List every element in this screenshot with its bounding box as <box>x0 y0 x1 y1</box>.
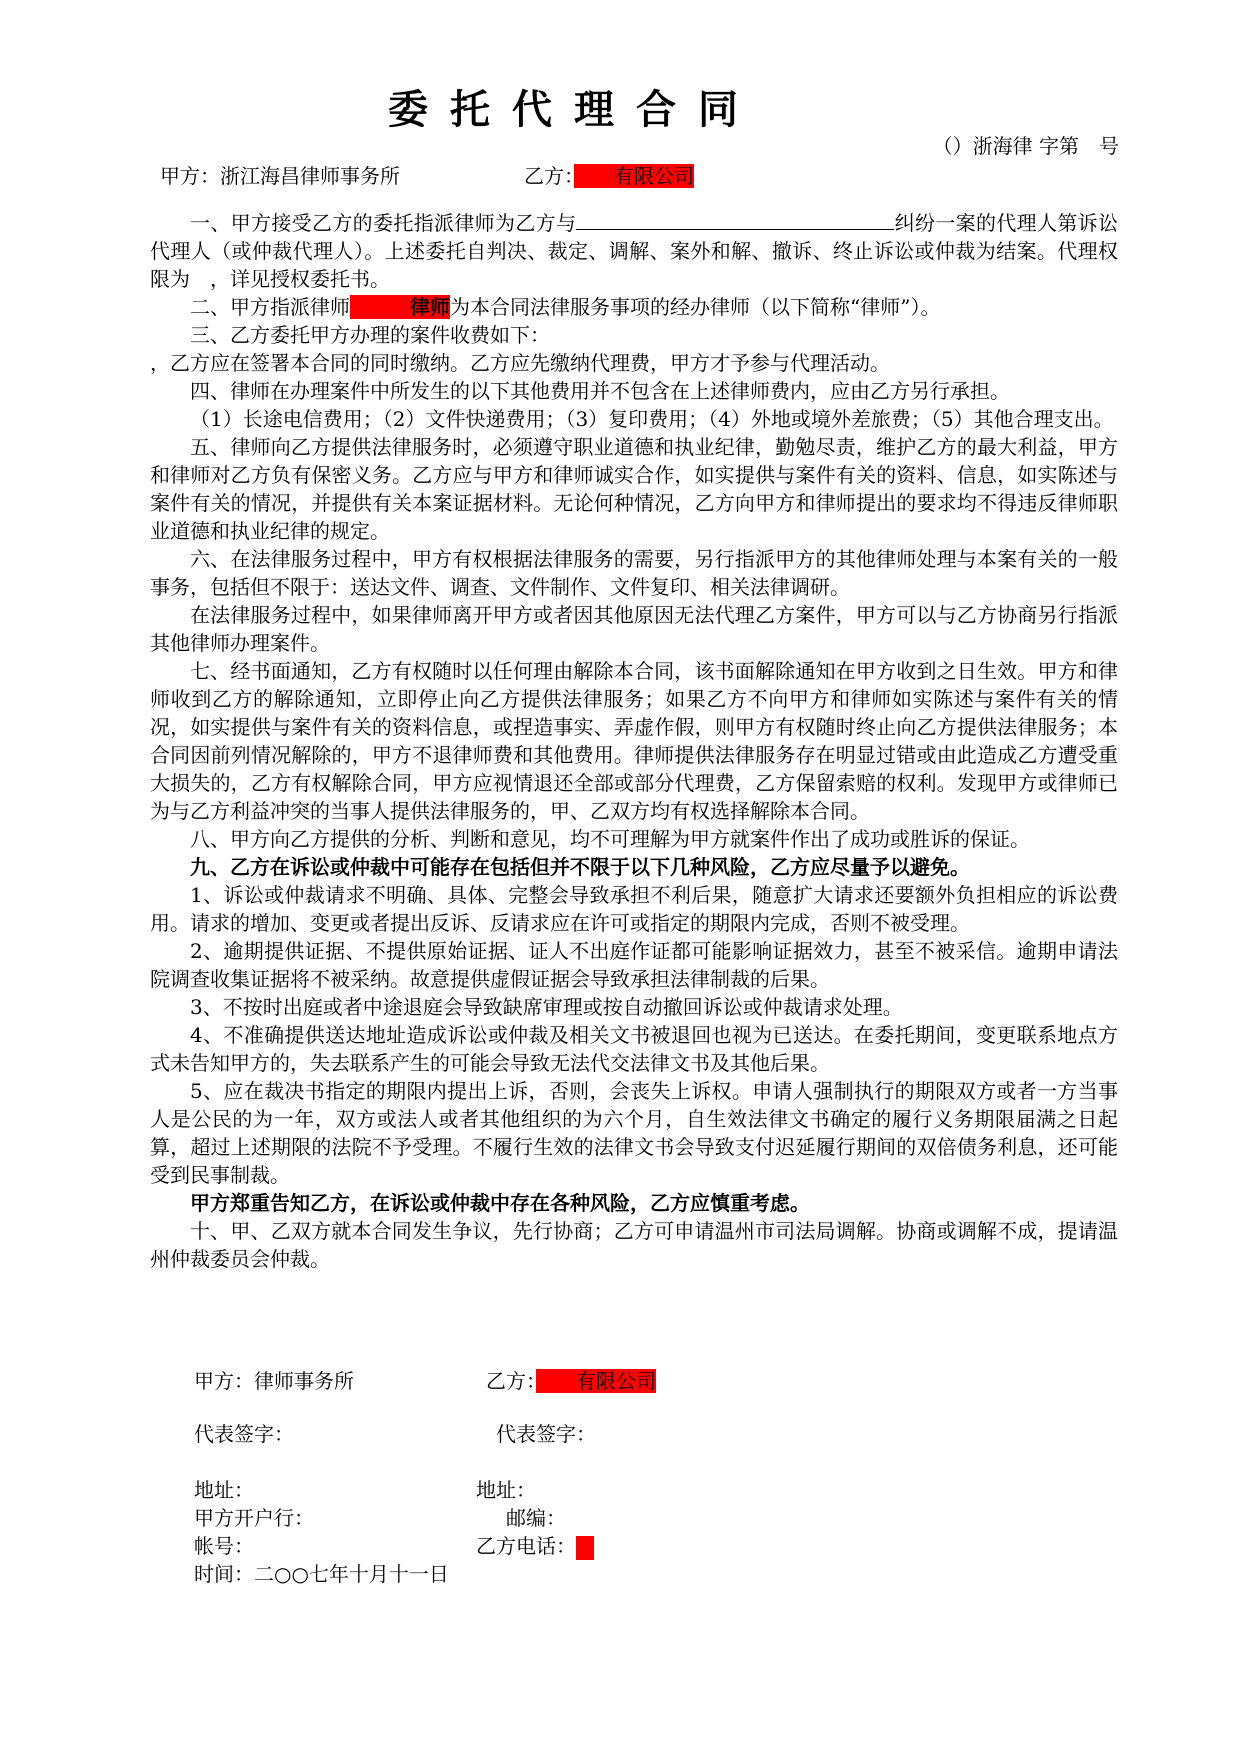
clause-3-payment: ，乙方应在签署本合同的同时缴纳。乙方应先缴纳代理费，甲方才予参与代理活动。 <box>150 351 890 375</box>
address-a: 地址： <box>194 1478 254 1502</box>
address-b: 地址： <box>476 1478 536 1502</box>
clause-4: 四、律师在办理案件中所发生的以下其他费用并不包含在上述律师费内，应由乙方另行承担。 <box>190 379 1010 403</box>
redacted-company-name: 有限公司 <box>574 164 694 188</box>
rep-signature-a: 代表签字： <box>194 1422 294 1446</box>
clause-3: 三、乙方委托甲方办理的案件收费如下： <box>190 323 550 347</box>
contract-date: 时间：二○○七年十月十一日 <box>194 1562 449 1586</box>
clause-2-end: 为本合同法律服务事项的经办律师（以下简称“律师”）。 <box>450 295 941 319</box>
risk-warning: 甲方郑重告知乙方，在诉讼或仲裁中存在各种风险，乙方应慎重考虑。 <box>190 1191 810 1215</box>
rep-signature-b: 代表签字： <box>496 1422 596 1446</box>
blank-underline <box>576 209 894 230</box>
header-party-a: 甲方：浙江海昌律师事务所 <box>160 164 400 188</box>
clause-2-start: 二、甲方指派律师 <box>190 295 350 319</box>
phone-b <box>476 1530 594 1560</box>
sign-party-b-label: 乙方： <box>486 1369 536 1393</box>
reference-number: （）浙海律 字第 号 <box>932 134 1119 158</box>
clause-6: 六、在法律服务过程中，甲方有权根据法律服务的需要，另行指派甲方的其他律师处理与本案有关的一般事务，包括但不限于：送达文件、调查、文件制作、文件复印、相关法律调研。 <box>150 547 1118 599</box>
clause-4-expenses: （1）长途电信费用；（2）文件快递费用；（3）复印费用；（4）外地或境外差旅费；（5）其他合理支出。 <box>190 407 1114 431</box>
clause-8: 八、甲方向乙方提供的分析、判断和意见，均不可理解为甲方就案件作出了成功或胜诉的保证。 <box>190 827 1030 851</box>
redacted-company-name-sign: 有限公司 <box>536 1369 656 1393</box>
sign-party-b <box>486 1365 656 1394</box>
risk-2: 2、逾期提供证据、不提供原始证据、证人不出庭作证都可能影响证据效力，甚至不被采信。逾期申请法院调查收集证据将不被采纳。故意提供虚假证据会导致承担法律制裁的后果。 <box>150 939 1118 991</box>
risk-5: 5、应在裁决书指定的期限内提出上诉，否则，会丧失上诉权。申请人强制执行的期限双方或者一方当事人是公民的为一年，双方或法人或者其他组织的为六个月，自生效法律文书确定的履行义务期限届满之日起算，超过上述期限的法院不予受理。不履行生效的法律文书会导致支付迟延履行期间的双倍债务利息，还可能受到民事制裁。 <box>150 1079 1118 1187</box>
clause-7: 七、经书面通知，乙方有权随时以任何理由解除本合同，该书面解除通知在甲方收到之日生效。甲方和律师收到乙方的解除通知，立即停止向乙方提供法律服务；如果乙方不向甲方和律师如实陈述与案件有关的情况，如实提供与案件有关的资料信息，或捏造事实、弄虚作假，则甲方有权随时终止向乙方提供法律服务；本合同因前列情况解除的，甲方不退律师费和其他费用。律师提供法律服务存在明显过错或由此造成乙方遭受重大损失的，乙方有权解除合同，甲方应视情退还全部或部分代理费，乙方保留索赔的权利。发现甲方或律师已为与乙方利益冲突的当事人提供法律服务的，甲、乙双方均有权选择解除本合同。 <box>150 659 1118 823</box>
clause-5: 五、律师向乙方提供法律服务时，必须遵守职业道德和执业纪律，勤勉尽责，维护乙方的最大利益，甲方和律师对乙方负有保密义务。乙方应与甲方和律师诚实合作，如实提供与案件有关的资料、信息，如实陈述与案件有关的情况，并提供有关本案证据材料。无论何种情况，乙方向甲方和律师提出的要求均不得违反律师职业道德和执业纪律的规定。 <box>150 435 1118 543</box>
account-a: 帐号： <box>194 1534 254 1558</box>
contract-body <box>150 209 1118 1273</box>
clause-1-start: 一、甲方接受乙方的委托指派律师为乙方与 <box>190 211 577 235</box>
page-title: 委托代理合同 <box>388 86 760 133</box>
risk-4: 4、不准确提供送达地址造成诉讼或仲裁及相关文书被退回也视为已送达。在委托期间，变更联系地点方式未告知甲方的，失去联系产生的可能会导致无法代交法律文书及其他后果。 <box>150 1023 1118 1075</box>
clause-2 <box>150 293 1118 321</box>
redacted-phone <box>576 1536 594 1560</box>
header-party-b <box>524 160 694 189</box>
clause-10: 十、甲、乙双方就本合同发生争议，先行协商；乙方可申请温州市司法局调解。协商或调解不成，提请温州仲裁委员会仲裁。 <box>150 1219 1118 1271</box>
bank-a: 甲方开户行： <box>194 1506 314 1530</box>
header-party-b-label: 乙方： <box>524 164 574 188</box>
clause-9: 九、乙方在诉讼或仲裁中可能存在包括但并不限于以下几种风险，乙方应尽量予以避免。 <box>190 855 970 879</box>
postcode-b: 邮编： <box>506 1506 566 1530</box>
redacted-lawyer-name: 律师 <box>350 295 450 319</box>
phone-b-label: 乙方电话： <box>476 1534 576 1558</box>
risk-3: 3、不按时出庭或者中途退庭会导致缺席审理或按自动撤回诉讼或仲裁请求处理。 <box>190 995 903 1019</box>
clause-1 <box>150 209 1118 293</box>
risk-1: 1、诉讼或仲裁请求不明确、具体、完整会导致承担不利后果，随意扩大请求还要额外负担相应的诉讼费用。请求的增加、变更或者提出反诉、反请求应在许可或指定的期限内完成，否则不被受理。 <box>150 883 1118 935</box>
clause-1-end: 纠纷一案的代理人第诉讼代理人（或仲裁代理人）。上述委托自判决、裁定、调解、案外和解、撤诉、终止诉讼或仲裁为结案。代理权限为 ，详见授权委托书。 <box>150 211 1119 291</box>
clause-6-reassign: 在法律服务过程中，如果律师离开甲方或者因其他原因无法代理乙方案件，甲方可以与乙方协商另行指派其他律师办理案件。 <box>150 603 1118 655</box>
sign-party-a: 甲方：律师事务所 <box>194 1369 354 1393</box>
